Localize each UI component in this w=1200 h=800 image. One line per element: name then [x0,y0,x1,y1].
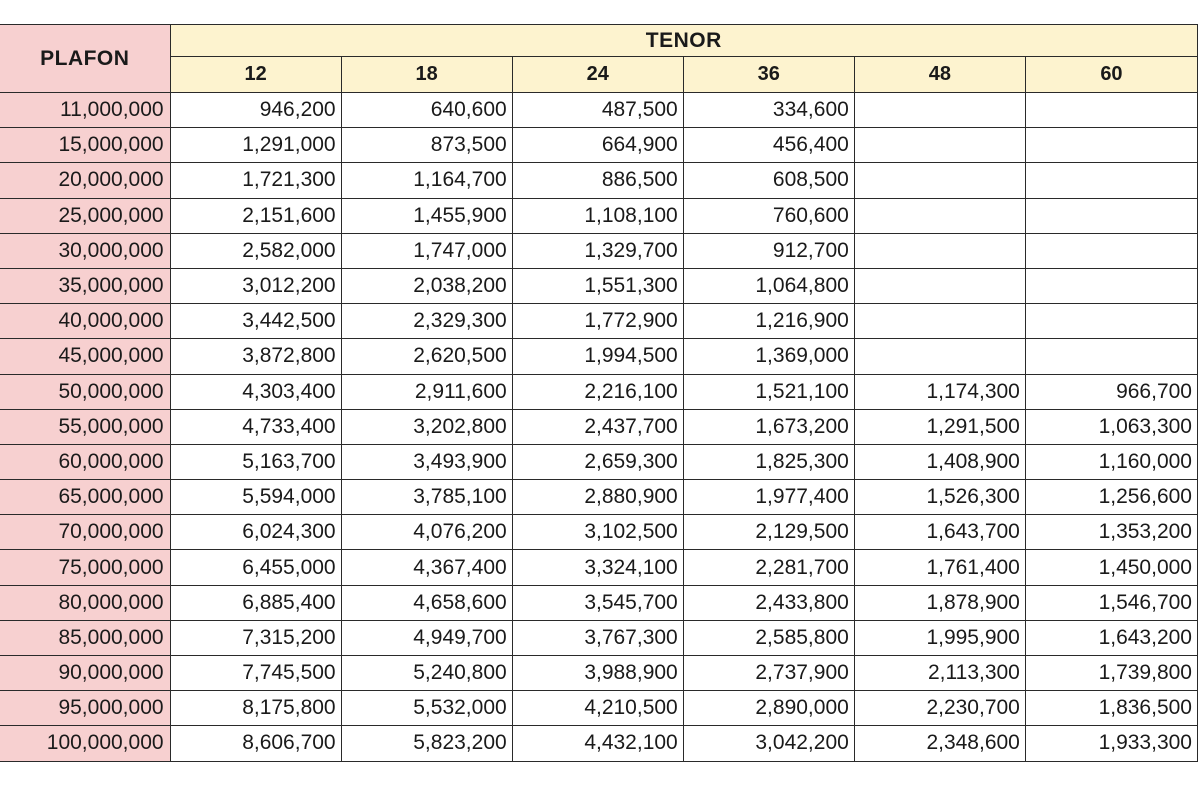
table-row [0,339,1198,374]
installment-cell-tenor-60: 1,450,000 [1025,550,1197,585]
installment-cell-tenor-12: 6,024,300 [170,515,341,550]
table-row [0,198,1198,233]
installment-cell-tenor-48: 2,113,300 [854,656,1025,691]
plafon-cell: 60,000,000 [0,444,170,479]
installment-cell-tenor-24: 1,772,900 [512,304,683,339]
installment-cell-tenor-12: 3,012,200 [170,268,341,303]
installment-cell-tenor-12: 8,175,800 [170,691,341,726]
table-row [0,93,1198,128]
plafon-cell: 50,000,000 [0,374,170,409]
installment-cell-tenor-24: 4,210,500 [512,691,683,726]
installment-cell-tenor-60: 1,256,600 [1025,480,1197,515]
installment-cell-tenor-48 [854,339,1025,374]
plafon-cell: 30,000,000 [0,233,170,268]
header-row-tenor-months [0,57,1198,93]
installment-cell-tenor-36: 3,042,200 [683,726,854,761]
installment-cell-tenor-48 [854,268,1025,303]
installment-cell-tenor-60: 1,643,200 [1025,620,1197,655]
table-row [0,163,1198,198]
installment-cell-tenor-60: 966,700 [1025,374,1197,409]
table-row [0,480,1198,515]
installment-cell-tenor-24: 2,437,700 [512,409,683,444]
installment-cell-tenor-18: 2,620,500 [341,339,512,374]
plafon-cell: 70,000,000 [0,515,170,550]
installment-cell-tenor-12: 946,200 [170,93,341,128]
table-row [0,691,1198,726]
installment-cell-tenor-18: 3,785,100 [341,480,512,515]
plafon-header: PLAFON [0,25,170,93]
table-row [0,656,1198,691]
installment-cell-tenor-36: 1,673,200 [683,409,854,444]
installment-cell-tenor-36: 334,600 [683,93,854,128]
installment-cell-tenor-48: 1,526,300 [854,480,1025,515]
table-header [0,25,1198,93]
installment-cell-tenor-48: 2,230,700 [854,691,1025,726]
table-row [0,268,1198,303]
installment-cell-tenor-36: 456,400 [683,128,854,163]
plafon-cell: 90,000,000 [0,656,170,691]
plafon-cell: 85,000,000 [0,620,170,655]
plafon-cell: 100,000,000 [0,726,170,761]
table-row [0,444,1198,479]
installment-cell-tenor-48: 1,761,400 [854,550,1025,585]
installment-cell-tenor-48 [854,233,1025,268]
installment-cell-tenor-24: 2,880,900 [512,480,683,515]
installment-cell-tenor-24: 1,551,300 [512,268,683,303]
installment-cell-tenor-12: 1,291,000 [170,128,341,163]
installment-cell-tenor-24: 1,108,100 [512,198,683,233]
installment-cell-tenor-12: 5,163,700 [170,444,341,479]
installment-cell-tenor-36: 912,700 [683,233,854,268]
installment-cell-tenor-48 [854,128,1025,163]
installment-cell-tenor-60: 1,739,800 [1025,656,1197,691]
installment-cell-tenor-48: 1,995,900 [854,620,1025,655]
installment-cell-tenor-36: 2,737,900 [683,656,854,691]
installment-cell-tenor-36: 1,521,100 [683,374,854,409]
installment-cell-tenor-48 [854,304,1025,339]
installment-cell-tenor-18: 1,455,900 [341,198,512,233]
installment-cell-tenor-18: 2,329,300 [341,304,512,339]
installment-cell-tenor-36: 1,825,300 [683,444,854,479]
installment-cell-tenor-48 [854,163,1025,198]
installment-cell-tenor-12: 5,594,000 [170,480,341,515]
installment-cell-tenor-18: 5,532,000 [341,691,512,726]
installment-cell-tenor-24: 664,900 [512,128,683,163]
installment-cell-tenor-18: 5,823,200 [341,726,512,761]
installment-cell-tenor-24: 1,329,700 [512,233,683,268]
installment-cell-tenor-36: 1,977,400 [683,480,854,515]
plafon-cell: 40,000,000 [0,304,170,339]
installment-cell-tenor-12: 2,151,600 [170,198,341,233]
installment-cell-tenor-18: 2,911,600 [341,374,512,409]
plafon-cell: 55,000,000 [0,409,170,444]
installment-cell-tenor-24: 3,102,500 [512,515,683,550]
tenor-header: TENOR [170,25,1197,57]
installment-cell-tenor-24: 487,500 [512,93,683,128]
installment-cell-tenor-36: 2,433,800 [683,585,854,620]
plafon-cell: 15,000,000 [0,128,170,163]
plafon-cell: 20,000,000 [0,163,170,198]
plafon-cell: 11,000,000 [0,93,170,128]
tenor-24-header: 24 [512,57,683,93]
installment-cell-tenor-36: 1,064,800 [683,268,854,303]
installment-cell-tenor-36: 1,369,000 [683,339,854,374]
installment-cell-tenor-48 [854,198,1025,233]
tenor-60-header: 60 [1025,57,1197,93]
plafon-cell: 95,000,000 [0,691,170,726]
installment-cell-tenor-18: 5,240,800 [341,656,512,691]
installment-cell-tenor-18: 4,949,700 [341,620,512,655]
installment-cell-tenor-18: 3,493,900 [341,444,512,479]
installment-cell-tenor-60: 1,063,300 [1025,409,1197,444]
installment-cell-tenor-60 [1025,233,1197,268]
installment-cell-tenor-12: 7,745,500 [170,656,341,691]
table-row [0,726,1198,761]
installment-cell-tenor-18: 3,202,800 [341,409,512,444]
installment-cell-tenor-48: 1,408,900 [854,444,1025,479]
installment-cell-tenor-24: 4,432,100 [512,726,683,761]
installment-cell-tenor-12: 7,315,200 [170,620,341,655]
installment-cell-tenor-12: 8,606,700 [170,726,341,761]
installment-cell-tenor-60: 1,546,700 [1025,585,1197,620]
installment-cell-tenor-24: 3,767,300 [512,620,683,655]
plafon-cell: 80,000,000 [0,585,170,620]
installment-cell-tenor-60: 1,160,000 [1025,444,1197,479]
header-row-tenor [0,25,1198,57]
plafon-cell: 35,000,000 [0,268,170,303]
installment-cell-tenor-36: 2,281,700 [683,550,854,585]
installment-cell-tenor-60 [1025,304,1197,339]
installment-table-container [0,24,1198,762]
installment-table [0,24,1198,762]
installment-cell-tenor-60: 1,353,200 [1025,515,1197,550]
installment-cell-tenor-12: 2,582,000 [170,233,341,268]
plafon-cell: 75,000,000 [0,550,170,585]
installment-cell-tenor-60 [1025,163,1197,198]
installment-cell-tenor-48: 2,348,600 [854,726,1025,761]
installment-cell-tenor-18: 4,658,600 [341,585,512,620]
installment-cell-tenor-36: 608,500 [683,163,854,198]
table-row [0,550,1198,585]
installment-cell-tenor-60 [1025,198,1197,233]
installment-cell-tenor-48: 1,878,900 [854,585,1025,620]
plafon-cell: 65,000,000 [0,480,170,515]
installment-cell-tenor-24: 1,994,500 [512,339,683,374]
installment-cell-tenor-48 [854,93,1025,128]
installment-cell-tenor-18: 640,600 [341,93,512,128]
installment-cell-tenor-12: 1,721,300 [170,163,341,198]
plafon-cell: 25,000,000 [0,198,170,233]
tenor-18-header: 18 [341,57,512,93]
installment-cell-tenor-36: 760,600 [683,198,854,233]
installment-cell-tenor-36: 2,129,500 [683,515,854,550]
installment-cell-tenor-18: 4,076,200 [341,515,512,550]
installment-cell-tenor-60 [1025,339,1197,374]
tenor-36-header: 36 [683,57,854,93]
installment-cell-tenor-48: 1,643,700 [854,515,1025,550]
tenor-48-header: 48 [854,57,1025,93]
installment-cell-tenor-18: 873,500 [341,128,512,163]
installment-cell-tenor-36: 1,216,900 [683,304,854,339]
installment-cell-tenor-36: 2,585,800 [683,620,854,655]
table-row [0,304,1198,339]
table-row [0,515,1198,550]
installment-cell-tenor-18: 4,367,400 [341,550,512,585]
installment-cell-tenor-60: 1,836,500 [1025,691,1197,726]
installment-cell-tenor-12: 3,442,500 [170,304,341,339]
installment-cell-tenor-24: 3,545,700 [512,585,683,620]
tenor-12-header: 12 [170,57,341,93]
installment-cell-tenor-12: 6,885,400 [170,585,341,620]
installment-cell-tenor-24: 2,659,300 [512,444,683,479]
installment-cell-tenor-24: 886,500 [512,163,683,198]
installment-cell-tenor-12: 4,733,400 [170,409,341,444]
installment-cell-tenor-36: 2,890,000 [683,691,854,726]
installment-cell-tenor-12: 4,303,400 [170,374,341,409]
installment-cell-tenor-24: 3,324,100 [512,550,683,585]
installment-cell-tenor-12: 3,872,800 [170,339,341,374]
installment-cell-tenor-60 [1025,93,1197,128]
table-row [0,374,1198,409]
installment-cell-tenor-60 [1025,268,1197,303]
table-row [0,128,1198,163]
table-row [0,233,1198,268]
installment-cell-tenor-18: 1,164,700 [341,163,512,198]
installment-cell-tenor-60 [1025,128,1197,163]
installment-cell-tenor-24: 2,216,100 [512,374,683,409]
installment-cell-tenor-18: 1,747,000 [341,233,512,268]
plafon-cell: 45,000,000 [0,339,170,374]
installment-cell-tenor-48: 1,291,500 [854,409,1025,444]
installment-cell-tenor-24: 3,988,900 [512,656,683,691]
installment-cell-tenor-12: 6,455,000 [170,550,341,585]
table-row [0,620,1198,655]
installment-cell-tenor-18: 2,038,200 [341,268,512,303]
table-body [0,93,1198,762]
table-row [0,585,1198,620]
installment-cell-tenor-60: 1,933,300 [1025,726,1197,761]
table-row [0,409,1198,444]
installment-cell-tenor-48: 1,174,300 [854,374,1025,409]
